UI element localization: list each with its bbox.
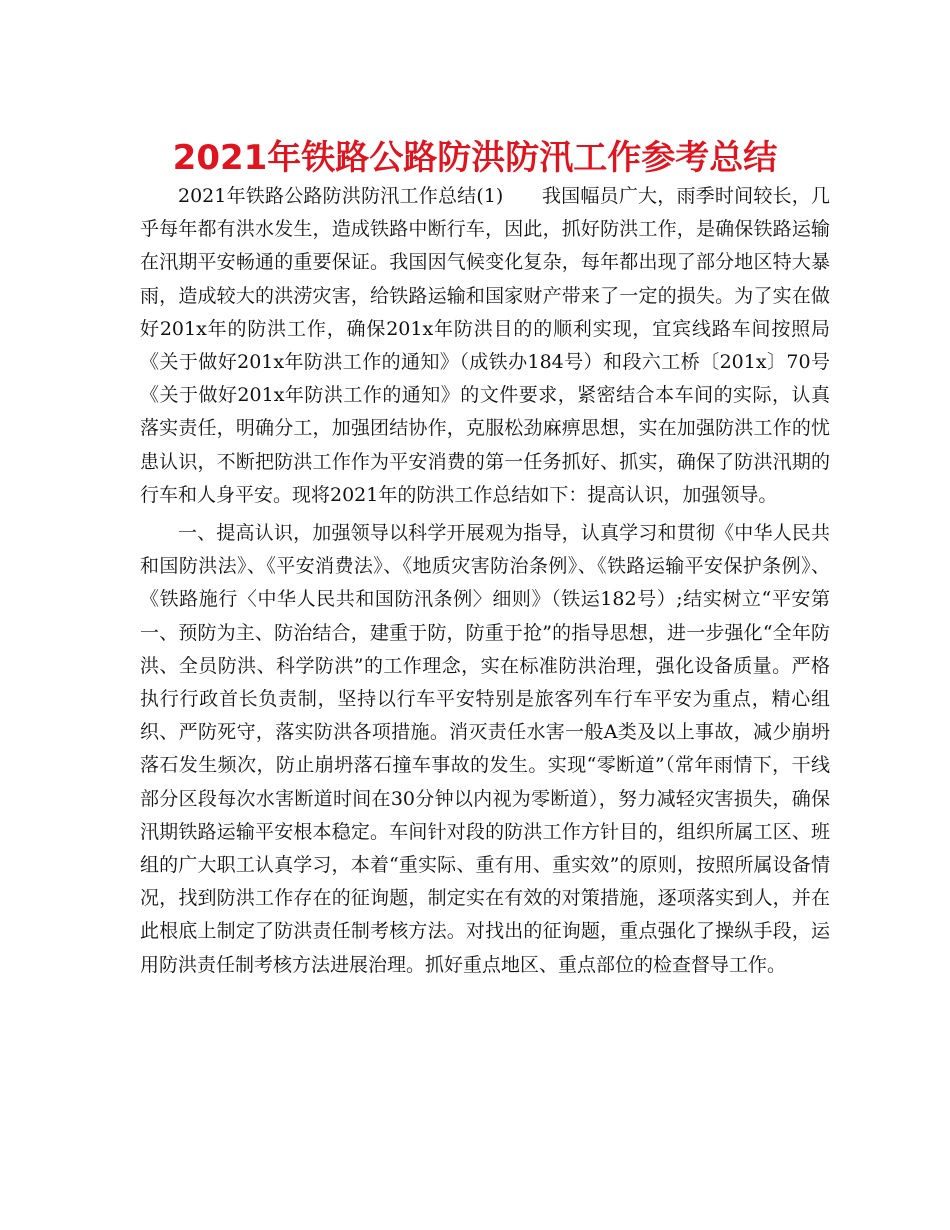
paragraph-section-one: 一、提高认识，加强领导以科学开展观为指导，认真学习和贯彻《中华人民共和国防洪法》、《平安消费法》、《地质灾害防治条例》、《铁路运输平安保护条例》、《铁路施行〈中华人民共和国防汛条例〉细则》（铁运182号）;结实树立“平安第一、预防为主、防治结合，建重于防，防重于抢”的指导思想，进一步强化“全年防洪、全员防洪、科学防洪”的工作理念，实在标准防洪治理，强化设备质量。严格执行行政首长负责制，坚持以行车平安特别是旅客列车行车平安为重点，精心组织、严防死守，落实防洪各项措施。消灭责任水害一般A类及以上事故，减少崩坍落石发生频次，防止崩坍落石撞车事故的发生。实现“零断道”（常年雨情下，干线部分区段每次水害断道时间在30分钟以内视为零断道），努力减轻灾害损失，确保汛期铁路运输平安根本稳定。车间针对段的防洪工作方针目的，组织所属工区、班组的广大职工认真学习，本着“重实际、重有用、重实效”的原则，按照所属设备情况，找到防洪工作存在的征询题，制定实在有效的对策措施，逐项落实到人，并在此根底上制定了防洪责任制考核方法。对找出的征询题，重点强化了操纵手段，运用防洪责任制考核方法进展治理。抓好重点地区、重点部位的检查督导工作。: [140, 522, 830, 976]
document-title: 2021年铁路公路防洪防汛工作参考总结: [172, 138, 778, 178]
document-body: [140, 180, 830, 982]
paragraph-intro: 2021年铁路公路防洪防汛工作总结(1) 我国幅员广大，雨季时间较长，几乎每年都有洪水发生，造成铁路中断行车，因此，抓好防洪工作，是确保铁路运输在汛期平安畅通的重要保证。我国因气候变化复杂，每年都出现了部分地区特大暴雨，造成较大的洪涝灾害，给铁路运输和国家财产带来了一定的损失。为了实在做好201x年的防洪工作，确保201x年防洪目的的顺利实现，宜宾线路车间按照局《关于做好201x年防洪工作的通知》（成铁办184号）和段六工桥〔201x〕70号《关于做好201x年防洪工作的通知》的文件要求，紧密结合本车间的实际，认真落实责任，明确分工，加强团结协作，克服松劲麻痹思想，实在加强防洪工作的忧患认识，不断把防洪工作作为平安消费的第一任务抓好、抓实，确保了防洪汛期的行车和人身平安。现将2021年的防洪工作总结如下：提高认识，加强领导。: [140, 185, 830, 506]
